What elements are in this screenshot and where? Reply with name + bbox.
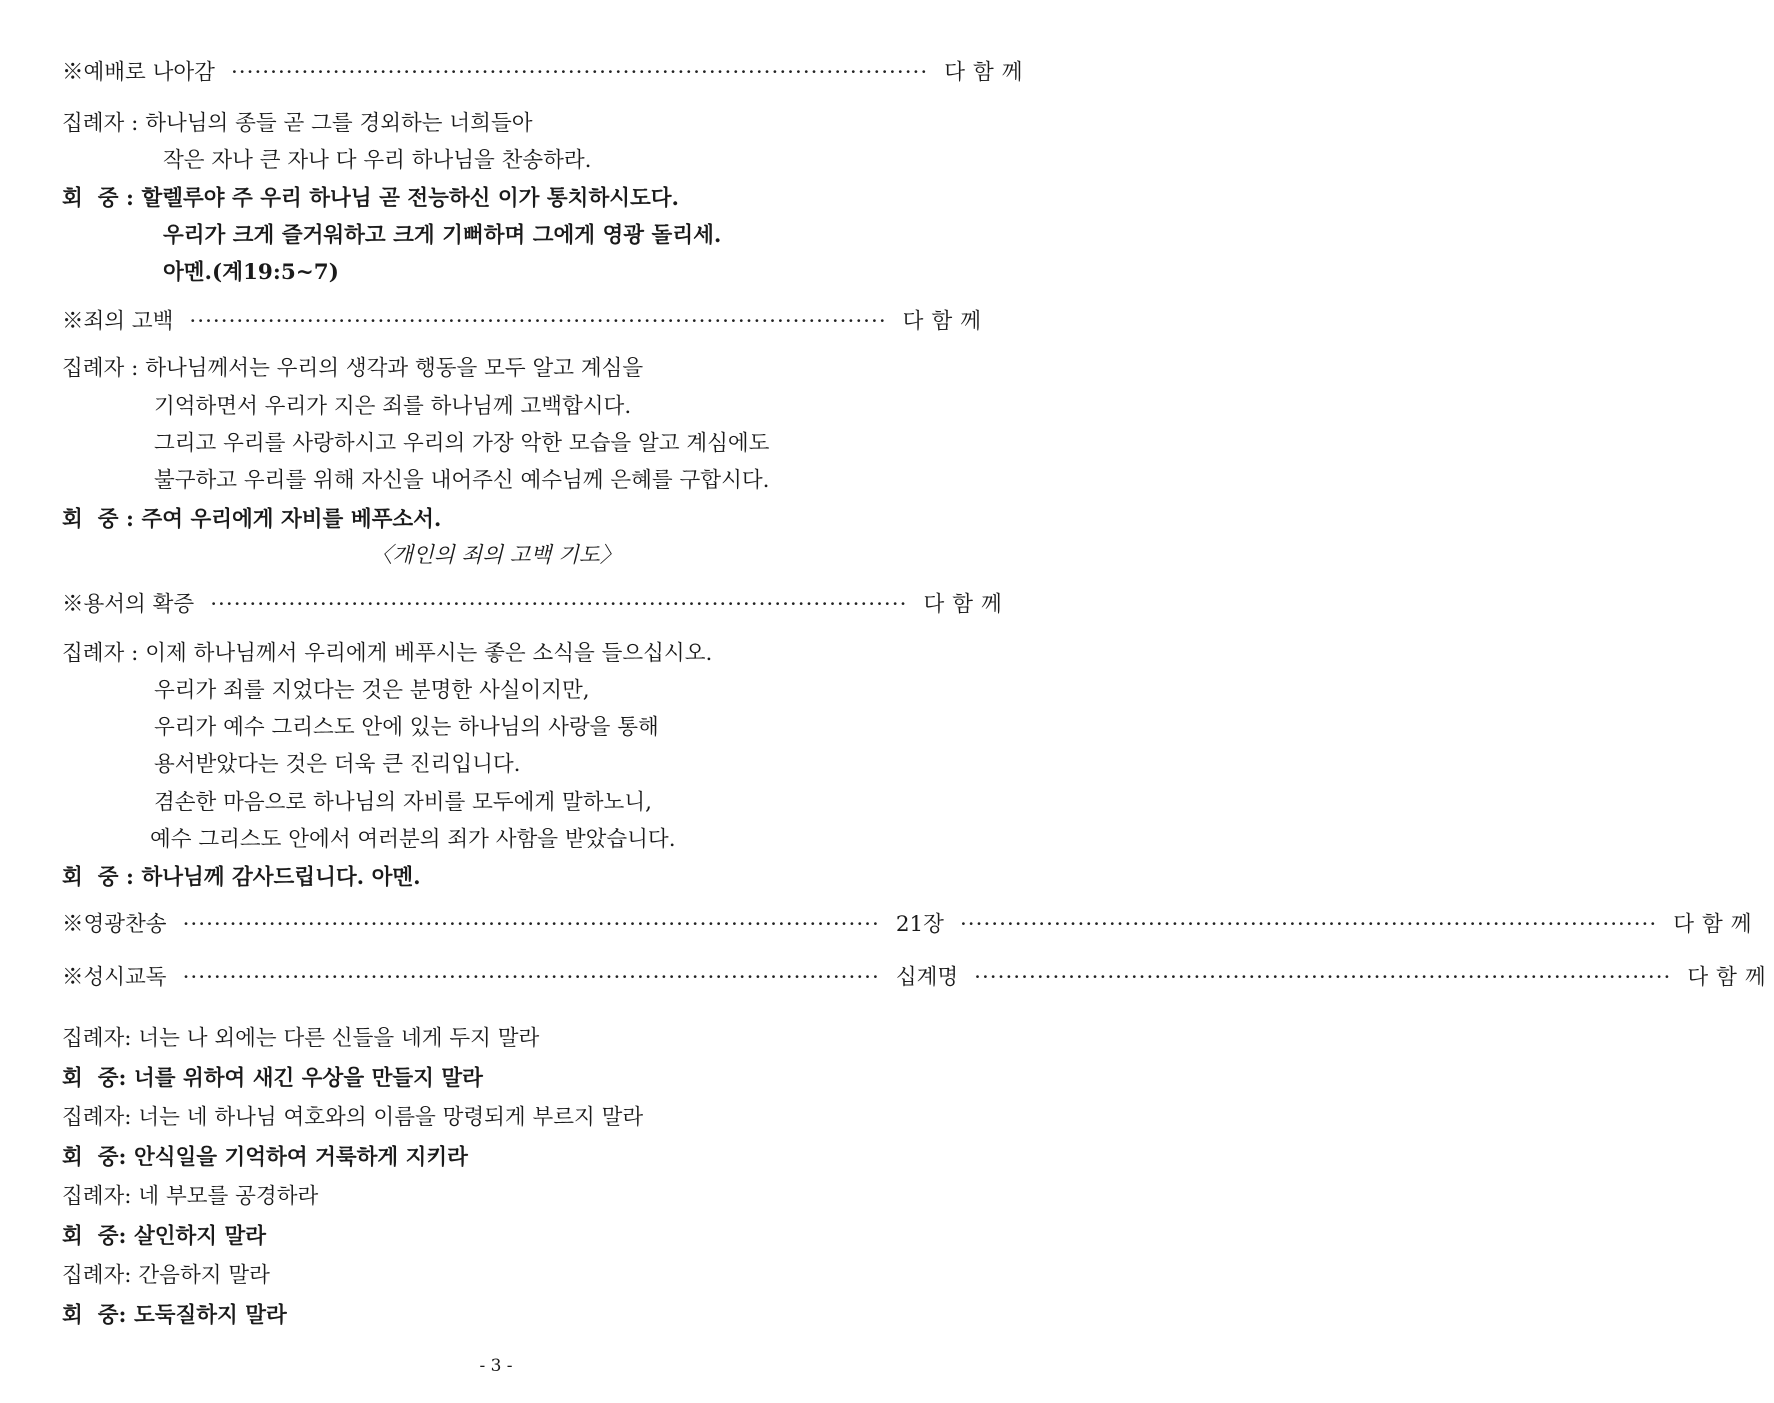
- section-heading-responsive-reading: [62, 963, 1774, 993]
- section-title: ※용서의 확증: [62, 592, 195, 617]
- leader-line: [62, 354, 643, 384]
- commandment-line: [62, 1261, 270, 1291]
- congregation-label: 회 중 :: [62, 507, 134, 532]
- leader-line: 우리가 예수 그리스도 안에 있는 하나님의 사랑을 통해: [154, 715, 659, 740]
- section-title: ※성시교독: [62, 965, 167, 990]
- leader-label: 집례자 :: [62, 356, 139, 381]
- leader-dots: ·························································································: [182, 912, 880, 937]
- commandment-text: 너를 위하여 새긴 우상을 만들지 말라: [133, 1066, 483, 1091]
- leader-line: [62, 639, 712, 669]
- section-heading-call-to-worship: [62, 58, 1031, 88]
- speaker-label: 집례자:: [62, 1263, 132, 1288]
- section-title: ※죄의 고백: [62, 309, 174, 334]
- commandment-text: 살인하지 말라: [133, 1224, 267, 1249]
- congregation-line: 우리가 크게 즐거워하고 크게 기뻐하며 그에게 영광 돌리세.: [163, 223, 722, 248]
- leader-text: 하나님께서는 우리의 생각과 행동을 모두 알고 계심을: [145, 356, 644, 381]
- section-participants: 다함께: [1687, 965, 1774, 990]
- commandment-text: 간음하지 말라: [138, 1263, 270, 1288]
- commandment-text: 도둑질하지 말라: [133, 1303, 287, 1328]
- commandment-text: 네 부모를 공경하라: [138, 1184, 319, 1209]
- reading-title: 십계명: [895, 965, 959, 990]
- commandment-text: 너는 네 하나님 여호와의 이름을 망령되게 부르지 말라: [138, 1105, 644, 1130]
- hymn-number: 21장: [895, 912, 944, 937]
- leader-text: 하나님의 종들 곧 그를 경외하는 너희들아: [145, 111, 533, 136]
- speaker-label: 회 중:: [62, 1145, 127, 1170]
- congregation-text: 하나님께 감사드립니다. 아멘.: [141, 865, 421, 890]
- leader-text: 이제 하나님께서 우리에게 베푸시는 좋은 소식을 들으십시오.: [145, 641, 713, 666]
- commandment-text: 너는 나 외에는 다른 신들을 네게 두지 말라: [138, 1026, 540, 1051]
- section-title: ※영광찬송: [62, 912, 167, 937]
- section-heading-confession: [62, 307, 989, 337]
- leader-dots: ·························································································: [974, 965, 1672, 990]
- section-participants: 다함께: [923, 592, 1010, 617]
- leader-line: 예수 그리스도 안에서 여러분의 죄가 사함을 받았습니다.: [150, 827, 676, 852]
- section-participants: 다함께: [1673, 912, 1760, 937]
- leader-line: 겸손한 마음으로 하나님의 자비를 모두에게 말하노니,: [154, 790, 652, 815]
- section-title: ※예배로 나아감: [62, 60, 215, 85]
- leader-line: 기억하면서 우리가 지은 죄를 하나님께 고백합시다.: [154, 394, 632, 419]
- congregation-line: [62, 184, 679, 214]
- leader-line: 용서받았다는 것은 더욱 큰 진리입니다.: [154, 752, 521, 777]
- congregation-line: [62, 505, 441, 535]
- commandment-line: [62, 1143, 468, 1173]
- speaker-label: 회 중:: [62, 1066, 127, 1091]
- commandment-text: 안식일을 기억하여 거룩하게 지키라: [133, 1145, 468, 1170]
- leader-line: 우리가 죄를 지었다는 것은 분명한 사실이지만,: [154, 678, 590, 703]
- leader-line: 작은 자나 큰 자나 다 우리 하나님을 찬송하라.: [163, 148, 592, 173]
- prayer-note: 〈개인의 죄의 고백 기도〉: [370, 543, 622, 568]
- speaker-label: 회 중:: [62, 1303, 127, 1328]
- commandment-line: [62, 1024, 539, 1054]
- leader-dots: ·························································································: [210, 592, 908, 617]
- section-participants: 다함께: [944, 60, 1031, 85]
- speaker-label: 회 중:: [62, 1224, 127, 1249]
- leader-dots: ·························································································: [182, 965, 880, 990]
- page-number: - 3 -: [479, 1356, 513, 1376]
- speaker-label: 집례자:: [62, 1026, 132, 1051]
- commandment-line: [62, 1103, 643, 1133]
- commandment-line: [62, 1064, 483, 1094]
- congregation-line: [62, 863, 421, 893]
- leader-line: 불구하고 우리를 위해 자신을 내어주신 예수님께 은혜를 구합시다.: [154, 468, 770, 493]
- leader-label: 집례자 :: [62, 641, 139, 666]
- section-heading-assurance: [62, 590, 1010, 620]
- congregation-text: 주여 우리에게 자비를 베푸소서.: [141, 507, 442, 532]
- leader-dots: ·························································································: [189, 309, 887, 334]
- congregation-label: 회 중 :: [62, 865, 134, 890]
- leader-line: [62, 109, 532, 139]
- leader-line: 그리고 우리를 사랑하시고 우리의 가장 악한 모습을 알고 계심에도: [154, 431, 770, 456]
- leader-dots: ·························································································: [230, 60, 929, 85]
- congregation-label: 회 중 :: [62, 186, 134, 211]
- commandment-line: [62, 1301, 287, 1331]
- congregation-line: 아멘.(계19:5~7): [163, 260, 339, 285]
- section-participants: 다함께: [902, 309, 989, 334]
- section-heading-gloria: [62, 910, 1760, 940]
- leader-dots: ·························································································: [959, 912, 1658, 937]
- congregation-text: 할렐루야 주 우리 하나님 곧 전능하신 이가 통치하시도다.: [141, 186, 680, 211]
- leader-label: 집례자 :: [62, 111, 139, 136]
- speaker-label: 집례자:: [62, 1184, 132, 1209]
- commandment-line: [62, 1182, 318, 1212]
- speaker-label: 집례자:: [62, 1105, 132, 1130]
- commandment-line: [62, 1222, 266, 1252]
